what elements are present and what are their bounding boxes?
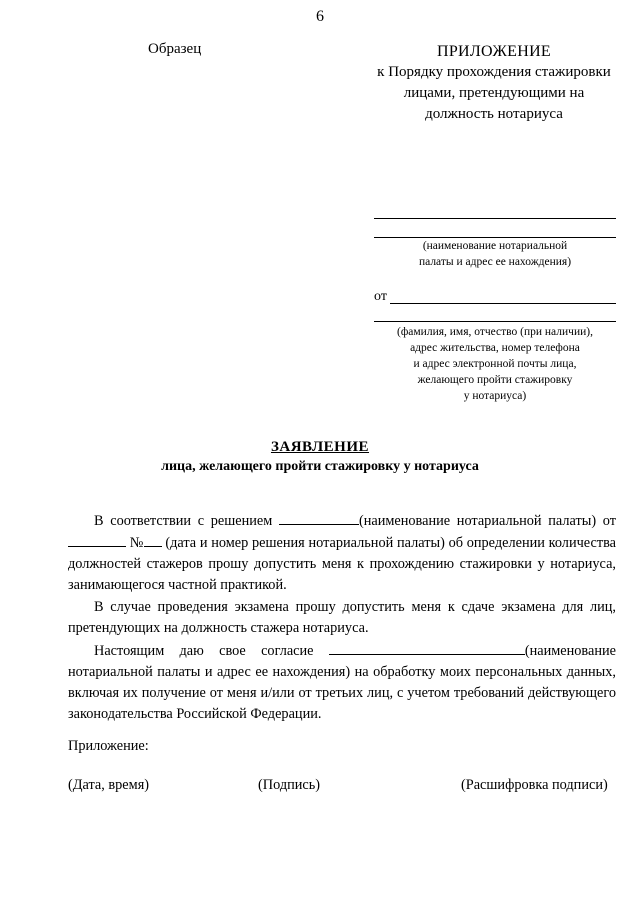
appendix-header bbox=[360, 41, 628, 125]
signature-date-label: (Дата, время) bbox=[68, 777, 150, 793]
signature-sign-label: (Подпись) bbox=[258, 777, 321, 793]
from-fill-line bbox=[374, 321, 616, 322]
blank-field bbox=[68, 532, 126, 547]
appendix-line: должность нотариуса bbox=[425, 106, 563, 122]
attachment-label: Приложение: bbox=[68, 738, 149, 754]
document-title: ЗАЯВЛЕНИЕ bbox=[270, 439, 370, 455]
blank-field bbox=[144, 532, 162, 547]
appendix-line: к Порядку прохождения стажировки bbox=[377, 64, 611, 80]
sample-label: Образец bbox=[148, 41, 202, 57]
appendix-line: лицами, претендующими на bbox=[403, 85, 585, 101]
from-fill-line bbox=[390, 303, 616, 304]
appendix-title: ПРИЛОЖЕНИЕ bbox=[436, 43, 551, 60]
page-number: 6 bbox=[316, 8, 324, 25]
paragraph: В случае проведения экзамена прошу допустить меня к сдаче экзамена для лиц, претендующих на должность стажера нотариуса. bbox=[68, 599, 616, 636]
document-subtitle: лица, желающего пройти стажировку у нотариуса bbox=[161, 459, 479, 474]
signature-decode-label: (Расшифровка подписи) bbox=[461, 777, 608, 793]
recipient-hint: (наименование нотариальной палаты и адрес ее нахождения) bbox=[418, 240, 572, 268]
application-body bbox=[68, 510, 616, 725]
paragraph: Настоящим даю свое согласие (наименование нотариальной палаты и адрес ее нахождения) на обработку моих персональных данных, включая их получение от меня и/или от третьих лиц, с учетом требований действующего законодательства Российской Федерации. bbox=[68, 640, 616, 725]
from-hint: (фамилия, имя, отчество (при наличии), адрес жительства, номер телефона и адрес электронной почты лица, желающего пройти стажировку у нотариуса) bbox=[397, 326, 593, 402]
paragraph: В соответствии с решением (наименование нотариальной палаты) от № (дата и номер решения нотариальной палаты) об определении количества должностей стажеров прошу допустить меня к прохождению стажировки у нотариуса, занимающегося частной практикой. bbox=[68, 510, 616, 596]
blank-field bbox=[329, 640, 525, 655]
from-label: от bbox=[374, 289, 387, 304]
blank-field bbox=[279, 510, 359, 525]
recipient-fill-line bbox=[374, 218, 616, 219]
